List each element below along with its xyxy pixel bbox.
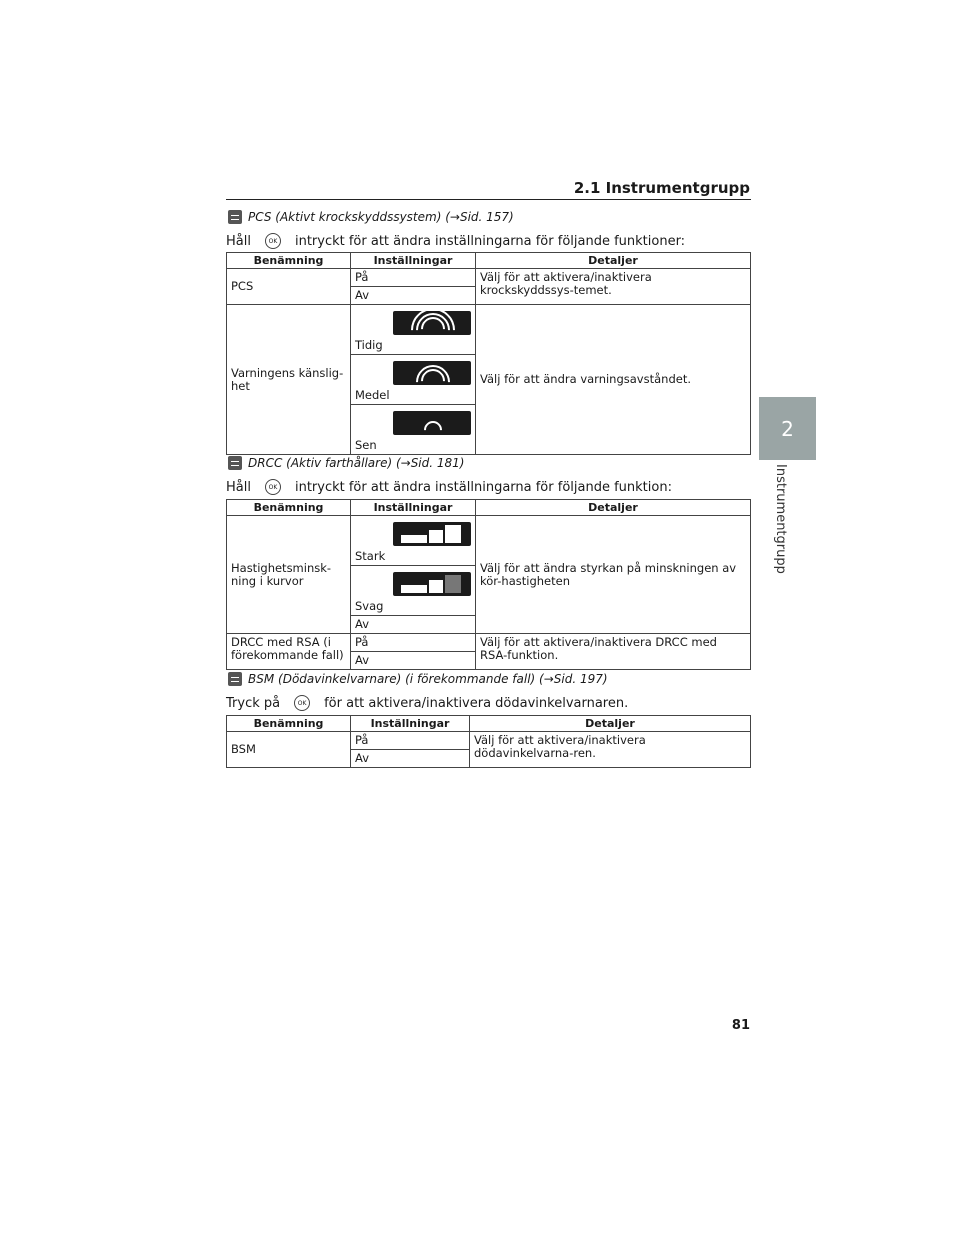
pcs-icon [228, 210, 242, 224]
pcs-heading-text: PCS (Aktivt krockskyddssystem) (→Sid. 157) [248, 210, 514, 224]
sensitivity-late-icon [393, 411, 471, 435]
bsm-heading [228, 672, 608, 686]
ok-button-icon: OK [294, 695, 310, 711]
table-row [227, 732, 751, 750]
row-detail: Välj för att ändra styrkan på minskningen av kör-hastigheten [476, 516, 751, 634]
row-setting [351, 305, 476, 355]
drcc-heading-text: DRCC (Aktiv farthållare) (→Sid. 181) [248, 456, 465, 470]
ok-button-icon: OK [265, 233, 281, 249]
row-setting [351, 355, 476, 405]
instruction-pre: Tryck på [226, 695, 281, 711]
col-header: Detaljer [476, 253, 751, 269]
row-setting: På [351, 269, 476, 287]
pcs-heading [228, 210, 514, 224]
row-setting: Av [351, 287, 476, 305]
table-header-row [227, 500, 751, 516]
pcs-instruction [226, 233, 685, 249]
pcs-table [226, 252, 751, 455]
row-detail: Välj för att aktivera/inaktivera DRCC med RSA-funktion. [476, 634, 751, 670]
row-detail: Välj för att aktivera/inaktivera krockskyddssys-temet. [476, 269, 751, 305]
col-header: Detaljer [470, 716, 751, 732]
drcc-heading [228, 456, 464, 470]
row-setting [351, 566, 476, 616]
setting-label: Stark [355, 549, 386, 563]
header-rule [226, 199, 751, 200]
instruction-post: intryckt för att ändra inställningarna för följande funktion: [294, 479, 672, 495]
instruction-pre: Håll [226, 479, 251, 495]
row-setting: Av [351, 616, 476, 634]
ok-button-icon: OK [265, 479, 281, 495]
table-header-row [227, 716, 751, 732]
row-detail: Välj för att aktivera/inaktivera dödavinkelvarna-ren. [470, 732, 751, 768]
drcc-instruction [226, 479, 672, 495]
side-tab-number: 2 [781, 416, 794, 441]
bsm-icon [228, 672, 242, 686]
row-name: Hastighetsminsk-ning i kurvor [227, 516, 351, 634]
header-section-title: 2.1 Instrumentgrupp [573, 179, 750, 197]
page-number: 81 [731, 1018, 750, 1033]
weak-icon [393, 572, 471, 596]
drcc-icon [228, 456, 242, 470]
drcc-table [226, 499, 751, 670]
col-header: Inställningar [351, 716, 470, 732]
instruction-pre: Håll [226, 233, 251, 249]
row-setting [351, 405, 476, 455]
setting-label: Sen [355, 438, 377, 452]
setting-label: Medel [355, 388, 390, 402]
strong-icon [393, 522, 471, 546]
instruction-post: för att aktivera/inaktivera dödavinkelvarnaren. [324, 695, 629, 711]
col-header: Benämning [227, 500, 351, 516]
col-header: Detaljer [476, 500, 751, 516]
col-header: Benämning [227, 253, 351, 269]
side-tab-label: Instrumentgrupp [773, 464, 788, 574]
row-name: PCS [227, 269, 351, 305]
row-name: BSM [227, 732, 351, 768]
row-setting: På [351, 634, 476, 652]
col-header: Inställningar [351, 500, 476, 516]
col-header: Inställningar [351, 253, 476, 269]
row-name: Varningens känslig-het [227, 305, 351, 455]
table-row [227, 634, 751, 652]
table-header-row [227, 253, 751, 269]
side-tab [759, 397, 816, 460]
bsm-table [226, 715, 751, 768]
setting-label: Tidig [355, 338, 383, 352]
col-header: Benämning [227, 716, 351, 732]
row-setting: På [351, 732, 470, 750]
row-name: DRCC med RSA (i förekommande fall) [227, 634, 351, 670]
table-row [227, 305, 751, 355]
sensitivity-early-icon [393, 311, 471, 335]
sensitivity-medium-icon [393, 361, 471, 385]
row-setting: Av [351, 750, 470, 768]
bsm-heading-text: BSM (Dödavinkelvarnare) (i förekommande fall) (→Sid. 197) [248, 672, 608, 686]
row-setting: Av [351, 652, 476, 670]
row-setting [351, 516, 476, 566]
setting-label: Svag [355, 599, 384, 613]
instruction-post: intryckt för att ändra inställningarna för följande funktioner: [294, 233, 686, 249]
table-row [227, 516, 751, 566]
bsm-instruction [226, 695, 628, 711]
table-row [227, 269, 751, 287]
row-detail: Välj för att ändra varningsavståndet. [476, 305, 751, 455]
